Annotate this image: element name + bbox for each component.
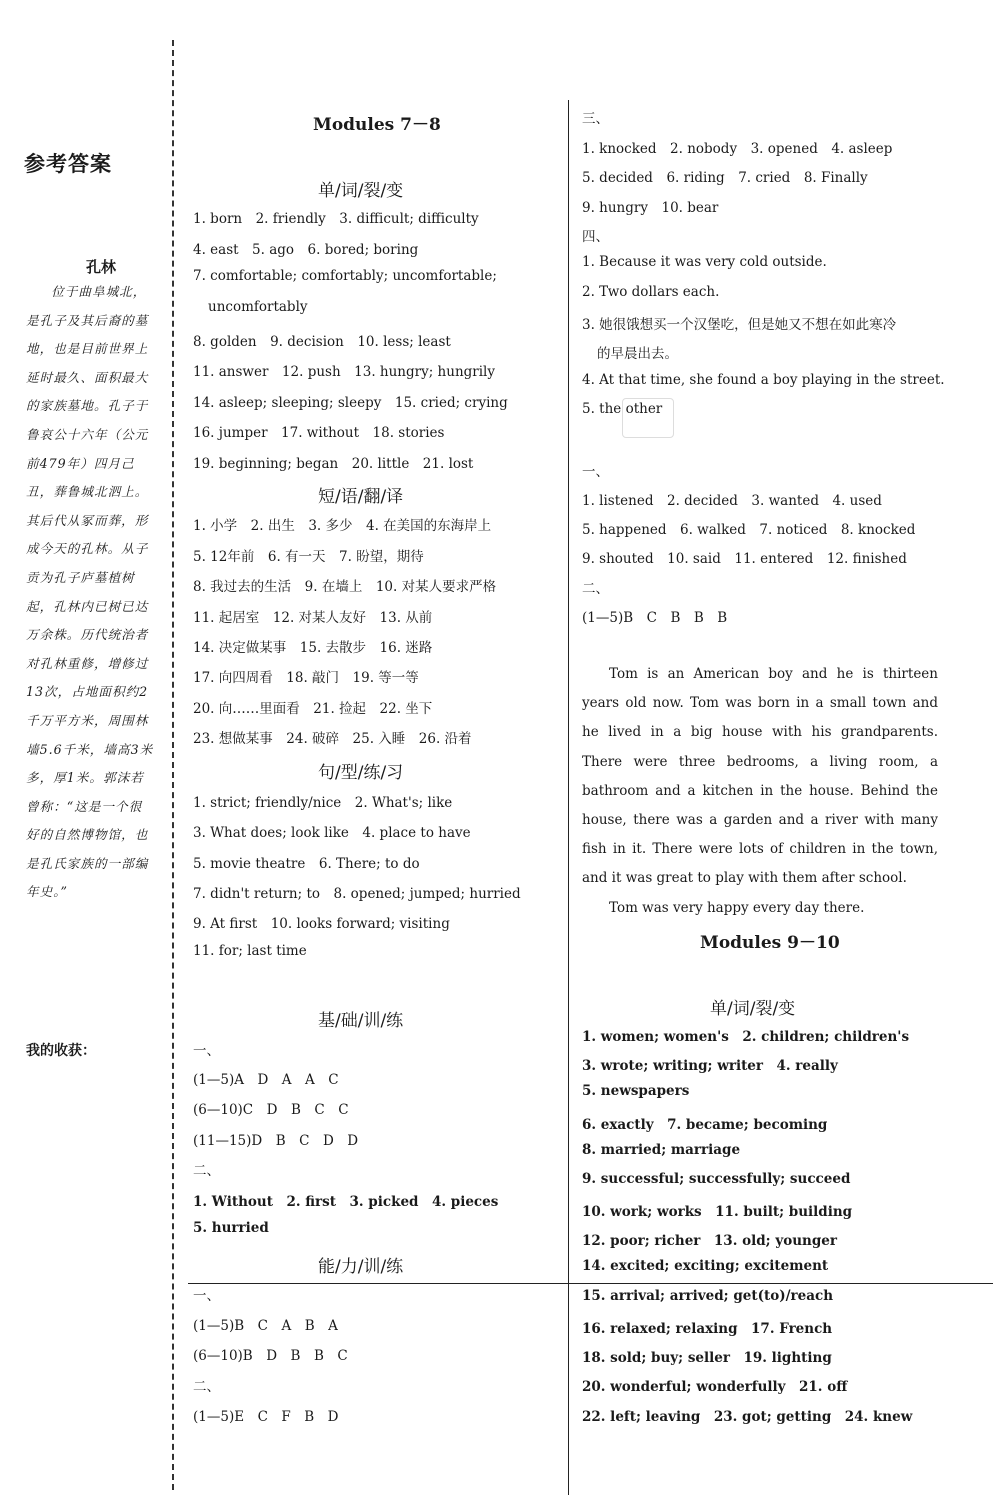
- answer-line: 二、: [193, 1379, 220, 1395]
- answer-line: (1—5)B C A B A: [193, 1318, 338, 1334]
- answer-line: 11. for; last time: [193, 943, 307, 959]
- answer-line: 22. left; leaving 23. got; getting 24. knew: [582, 1409, 913, 1425]
- answer-line: 1. born 2. friendly 3. difficult; difficulty: [193, 211, 479, 227]
- answer-line: 5. movie theatre 6. There; to do: [193, 856, 420, 872]
- answer-line: 一、: [193, 1043, 220, 1059]
- cut-line: [172, 40, 174, 1490]
- answer-line: (1—5)A D A A C: [193, 1072, 339, 1088]
- answer-line: 14. 决定做某事 15. 去散步 16. 迷路: [193, 640, 433, 656]
- answer-line: 5. happened 6. walked 7. noticed 8. knocked: [582, 522, 916, 538]
- answer-line: 23. 想做某事 24. 破碎 25. 入睡 26. 沿着: [193, 731, 472, 747]
- answer-line: 一、: [582, 464, 609, 480]
- answer-line: 5. newspapers: [582, 1083, 690, 1099]
- section-phrase-translation: 短/语/翻/译: [318, 487, 404, 507]
- answer-line: 1. listened 2. decided 3. wanted 4. used: [582, 493, 882, 509]
- answer-line: uncomfortably: [208, 299, 308, 315]
- answer-line: 的早晨出去。: [597, 346, 678, 362]
- section-ability-training: 能/力/训/练: [318, 1257, 404, 1277]
- answer-line: 1. women; women's 2. children; children's: [582, 1029, 910, 1045]
- answer-line: 5. hurried: [193, 1220, 269, 1236]
- answer-line: 1. Without 2. first 3. picked 4. pieces: [193, 1194, 499, 1210]
- answer-line: 9. hungry 10. bear: [582, 200, 719, 216]
- answer-line: 14. asleep; sleeping; sleepy 15. cried; crying: [193, 395, 508, 411]
- sidebar-text: 位于曲阜城北，是孔子及其后裔的墓地，也是目前世界上延时最久、面积最大的家族墓地。孔子于鲁哀公十六年（公元前479年）四月己丑，葬鲁城北泗上。其后代从冢而葬，形成今天的孔林。从子贡为孔子庐墓植树起，孔林内已树已达万余株。历代统治者对孔林重修，增修过13次，占地面积约2千万平方米，周围林墙5.6千米，墙高3米多，厚1米。郭沫若曾称：“这是一个很好的自然博物馆，也是孔氏家族的一部编年史。”: [26, 284, 154, 900]
- answer-line: 1. 小学 2. 出生 3. 多少 4. 在美国的东海岸上: [193, 518, 492, 534]
- answer-line: 5. the other: [582, 401, 663, 417]
- answer-line: 15. arrival; arrived; get(to)/reach: [582, 1288, 834, 1304]
- answer-line: 14. excited; exciting; excitement: [582, 1258, 829, 1274]
- answer-line: 8. married; marriage: [582, 1142, 741, 1158]
- answer-line: 3. 她很饿想买一个汉堡吃，但是她又不想在如此寒冷: [582, 317, 897, 333]
- answer-line: 9. At first 10. looks forward; visiting: [193, 916, 450, 932]
- answer-line: 3. What does; look like 4. place to have: [193, 825, 471, 841]
- answer-line: 四、: [582, 229, 609, 245]
- answer-line: 8. 我过去的生活 9. 在墙上 10. 对某人要求严格: [193, 579, 497, 595]
- answer-line: (1—5)B C B B B: [582, 610, 728, 626]
- answer-line: 1. Because it was very cold outside.: [582, 254, 827, 270]
- answers-title: 参考答案: [24, 152, 112, 176]
- answer-line: 7. didn't return; to 8. opened; jumped; hurried: [193, 886, 521, 902]
- answer-line: 7. comfortable; comfortably; uncomfortable;: [193, 268, 497, 284]
- answer-line: 三、: [582, 111, 609, 127]
- module-title-9-10: Modules 9－10: [700, 933, 840, 953]
- answer-line: 2. Two dollars each.: [582, 284, 720, 300]
- answer-line: 20. 向……里面看 21. 捡起 22. 坐下: [193, 701, 433, 717]
- answer-line: 16. relaxed; relaxing 17. French: [582, 1321, 833, 1337]
- section-basic-training: 基/础/训/练: [318, 1011, 404, 1031]
- answer-line: 1. knocked 2. nobody 3. opened 4. asleep: [582, 141, 893, 157]
- watermark-stamp-icon: [622, 398, 674, 438]
- column-divider: [568, 100, 569, 1495]
- answer-line: 9. successful; successfully; succeed: [582, 1171, 851, 1187]
- answer-line: 10. work; works 11. built; building: [582, 1204, 853, 1220]
- module-title-7-8: Modules 7－8: [313, 115, 441, 135]
- section-word-change-2: 单/词/裂/变: [710, 999, 796, 1019]
- answer-line: 5. decided 6. riding 7. cried 8. Finally: [582, 170, 868, 186]
- essay-paragraph: Tom is an American boy and he is thirteen years old now. Tom was born in a small town and he lived in a big house with his grandparents. There were three bedrooms, a living room, a bathroom and a kitchen in the house. Behind the house, there was a garden and a river with many fish in it. There were lots of children in the town, and it was great to play with them after school.: [582, 666, 938, 887]
- answer-line: 20. wonderful; wonderfully 21. off: [582, 1379, 848, 1395]
- answer-line: 11. 起居室 12. 对某人友好 13. 从前: [193, 610, 433, 626]
- section-sentence-practice: 句/型/练/习: [318, 763, 404, 783]
- answer-line: 5. 12年前 6. 有一天 7. 盼望，期待: [193, 549, 424, 565]
- essay-paragraph: Tom was very happy every day there.: [609, 899, 865, 916]
- answer-line: 4. east 5. ago 6. bored; boring: [193, 242, 419, 258]
- answer-line: 11. answer 12. push 13. hungry; hungrily: [193, 364, 495, 380]
- answer-line: 19. beginning; began 20. little 21. lost: [193, 456, 474, 472]
- answer-line: 18. sold; buy; seller 19. lighting: [582, 1350, 832, 1366]
- section-word-change: 单/词/裂/变: [318, 181, 404, 201]
- answer-line: 一、: [193, 1288, 220, 1304]
- answer-line: 9. shouted 10. said 11. entered 12. finished: [582, 551, 907, 567]
- answer-line: 12. poor; richer 13. old; younger: [582, 1233, 837, 1249]
- answer-line: 4. At that time, she found a boy playing in the street.: [582, 372, 945, 388]
- answer-line: 1. strict; friendly/nice 2. What's; like: [193, 795, 453, 811]
- answer-line: 二、: [582, 581, 609, 597]
- answer-line: 17. 向四周看 18. 敲门 19. 等一等: [193, 670, 419, 686]
- answer-line: 二、: [193, 1163, 220, 1179]
- answer-line: 3. wrote; writing; writer 4. really: [582, 1058, 838, 1074]
- answer-line: 6. exactly 7. became; becoming: [582, 1117, 828, 1133]
- answer-line: 16. jumper 17. without 18. stories: [193, 425, 445, 441]
- bottom-rule: [188, 1283, 993, 1284]
- sample-essay: [582, 660, 938, 923]
- answer-line: 8. golden 9. decision 10. less; least: [193, 334, 451, 350]
- answer-line: (6—10)B D B B C: [193, 1348, 348, 1364]
- my-gain-label: 我的收获：: [26, 1043, 96, 1059]
- sidebar-heading: 孔林: [86, 258, 117, 276]
- answer-line: (11—15)D B C D D: [193, 1133, 359, 1149]
- answer-line: (6—10)C D B C C: [193, 1102, 349, 1118]
- answer-line: (1—5)E C F B D: [193, 1409, 339, 1425]
